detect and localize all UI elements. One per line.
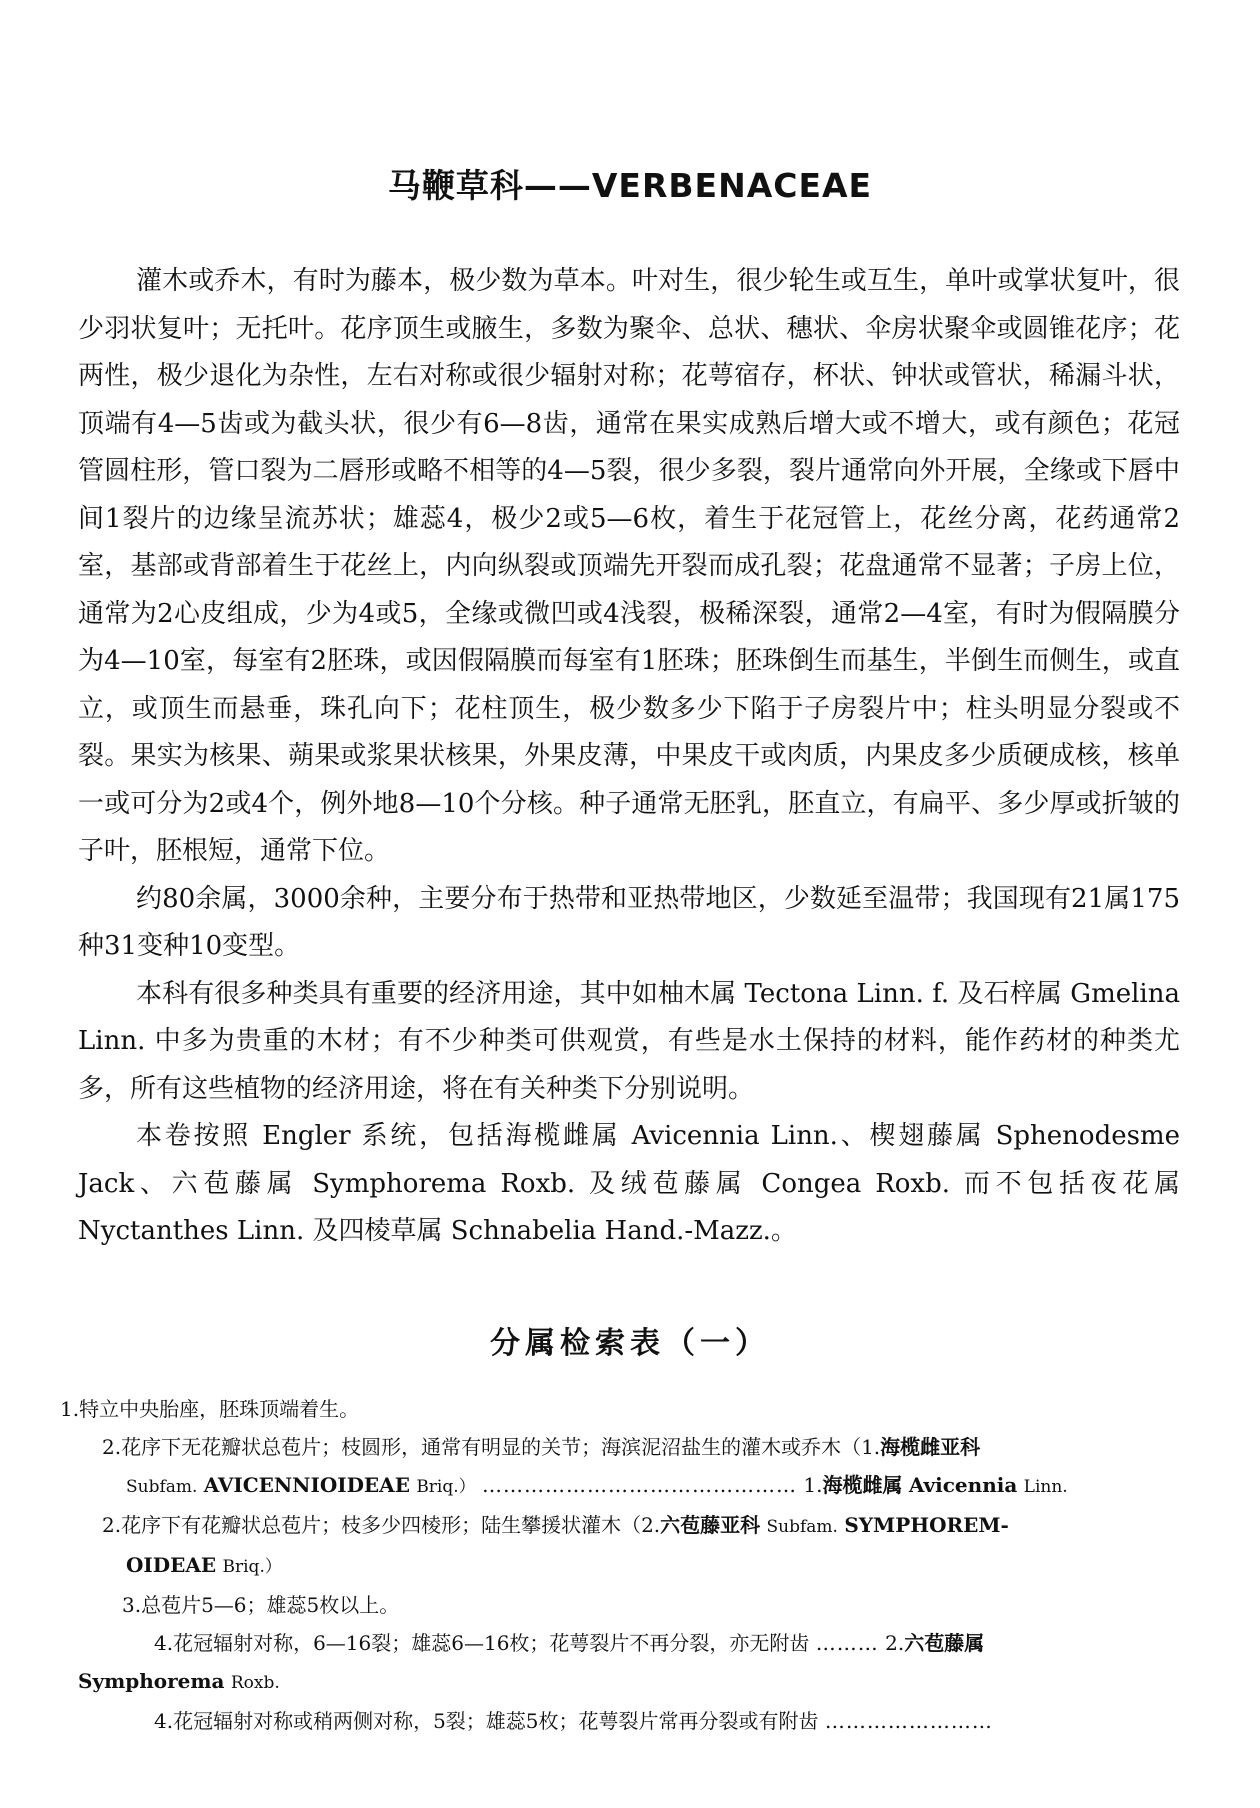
key-line-continued: Subfam. AVICENNIOIDEAE Briq.） ……………………………………… 1.海榄雌属 Avicennia Linn. bbox=[126, 1473, 1068, 1497]
key-title: 分属检索表（一） bbox=[490, 1326, 770, 1361]
economic-use-paragraph: 本科有很多种类具有重要的经济用途，其中如柚木属 Tectona Linn. f. 及石梓属 Gmelina Linn. 中多为贵重的木材；有不少种类可供观赏，有些是水土保持的材料，能作药材的种类尤多，所有这些植物的经济用途，将在有关种类下分别说明。 bbox=[78, 978, 1180, 1104]
key-line: 1.特立中央胎座，胚珠顶端着生。 bbox=[60, 1397, 360, 1421]
key-line-continued: Symphorema Roxb. bbox=[78, 1669, 280, 1693]
key-line: 2.花序下无花瓣状总苞片；枝圆形，通常有明显的关节；海滨泥沼盐生的灌木或乔木（1.海榄雌亚科 bbox=[102, 1435, 981, 1459]
key-line: 3.总苞片5—6；雄蕊5枚以上。 bbox=[122, 1593, 400, 1617]
classification-paragraph: 本卷按照 Engler 系统，包括海榄雌属 Avicennia Linn.、楔翅藤属 Sphenodesme Jack、六苞藤属 Symphorema Roxb. 及绒苞藤属 Congea Roxb. 而不包括夜花属 Nyctanthes Linn. 及四棱草属 Schnabelia Hand.-Mazz.。 bbox=[78, 1121, 1180, 1246]
key-line: 2.花序下有花瓣状总苞片；枝多少四棱形；陆生攀援状灌木（2.六苞藤亚科 Subfam. SYMPHOREM- bbox=[102, 1513, 1009, 1537]
family-description bbox=[78, 258, 1180, 1256]
genus-key bbox=[60, 1390, 1180, 1740]
key-line: 4.花冠辐射对称，6—16裂；雄蕊6—16枚；花萼裂片不再分裂，亦无附齿 ……… 2.六苞藤属 bbox=[154, 1631, 985, 1655]
key-line-continued: OIDEAE Briq.） bbox=[126, 1553, 282, 1577]
distribution-paragraph: 约80余属，3000余种，主要分布于热带和亚热带地区，少数延至温带；我国现有21属175种31变种10变型。 bbox=[78, 883, 1180, 961]
page-title: 马鞭草科——VERBENACEAE bbox=[387, 166, 873, 205]
description-paragraph: 灌木或乔木，有时为藤本，极少数为草本。叶对生，很少轮生或互生，单叶或掌状复叶，很少羽状复叶；无托叶。花序顶生或腋生，多数为聚伞、总状、穗状、伞房状聚伞或圆锥花序；花两性，极少退化为杂性，左右对称或很少辐射对称；花萼宿存，杯状、钟状或管状，稀漏斗状，顶端有4—5齿或为截头状，很少有6—8齿，通常在果实成熟后增大或不增大，或有颜色；花冠管圆柱形，管口裂为二唇形或略不相等的4—5裂，很少多裂，裂片通常向外开展，全缘或下唇中间1裂片的边缘呈流苏状；雄蕊4，极少2或5—6枚，着生于花冠管上，花丝分离，花药通常2室，基部或背部着生于花丝上，内向纵裂或顶端先开裂而成孔裂；花盘通常不显著；子房上位，通常为2心皮组成，少为4或5，全缘或微凹或4浅裂，极稀深裂，通常2—4室，有时为假隔膜分为4—10室，每室有2胚珠，或因假隔膜而每室有1胚珠；胚珠倒生而基生，半倒生而侧生，或直立，或顶生而悬垂，珠孔向下；花柱顶生，极少数多少下陷于子房裂片中；柱头明显分裂或不裂。果实为核果、蒴果或浆果状核果，外果皮薄，中果皮干或肉质，内果皮多少质硬成核，核单一或可分为2或4个，例外地8—10个分核。种子通常无胚乳，胚直立，有扁平、多少厚或折皱的子叶，胚根短，通常下位。 bbox=[78, 266, 1180, 866]
key-line: 4.花冠辐射对称或稍两侧对称，5裂；雄蕊5枚；花萼裂片常再分裂或有附齿 …………………… bbox=[154, 1709, 993, 1733]
